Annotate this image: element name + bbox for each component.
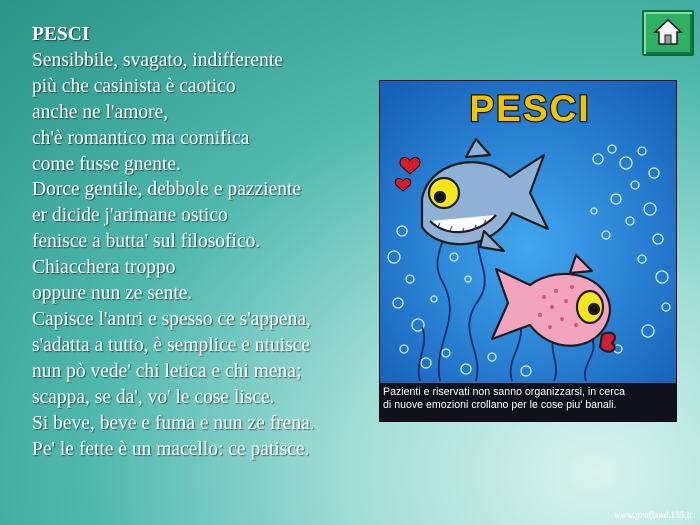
poem-line-14: scappa, se da', vo' le cose lisce. bbox=[32, 386, 275, 408]
caption-line-2: di nuove emozioni crollano per le cose piu' banali. bbox=[383, 399, 617, 412]
poem-line-11: Capisce l'antri e spesso ce s'appena, bbox=[32, 308, 311, 330]
poem-line-5: come fusse gnente. bbox=[32, 153, 181, 175]
site-credit: www.profland.135.it bbox=[613, 510, 692, 520]
pisces-cartoon bbox=[380, 81, 676, 383]
pisces-heading: PESCI bbox=[469, 88, 591, 129]
poem-title: PESCI bbox=[32, 24, 90, 45]
poem-line-16: Pe' le fette è un macello: ce patisce. bbox=[32, 438, 310, 460]
picture-caption bbox=[383, 386, 674, 413]
poem-line-10: oppure nun ze sente. bbox=[32, 283, 193, 305]
home-icon bbox=[653, 18, 683, 46]
poem-line-8: fenisce a butta' sul filosofico. bbox=[32, 231, 261, 253]
poem-line-3: anche ne l'amore, bbox=[32, 101, 169, 123]
poem-line-12: s'adatta a tutto, è semplice e ntuisce bbox=[32, 334, 311, 356]
pisces-illustration bbox=[380, 81, 676, 421]
poem-line-13: nun pò vede' chi letica e chi mena; bbox=[32, 360, 302, 382]
poem bbox=[32, 22, 372, 462]
poem-line-2: più che casinista è caotico bbox=[32, 75, 236, 97]
caption-line-1: Pazienti e riservati non sanno organizzarsi, in cerca bbox=[383, 386, 626, 398]
poem-line-6: Dorce gentile, debbole e pazziente bbox=[32, 179, 302, 201]
poem-line-7: er dicide j'arimane ostico bbox=[32, 205, 228, 227]
poem-line-9: Chiacchera troppo bbox=[32, 257, 176, 279]
poem-line-1: Sensibbile, svagato, indifferente bbox=[32, 49, 283, 71]
poem-line-15: Si beve, beve e fuma e nun ze frena. bbox=[32, 412, 315, 434]
home-button[interactable] bbox=[642, 10, 694, 56]
poem-line-4: ch'è romantico ma cornifica bbox=[32, 127, 250, 149]
